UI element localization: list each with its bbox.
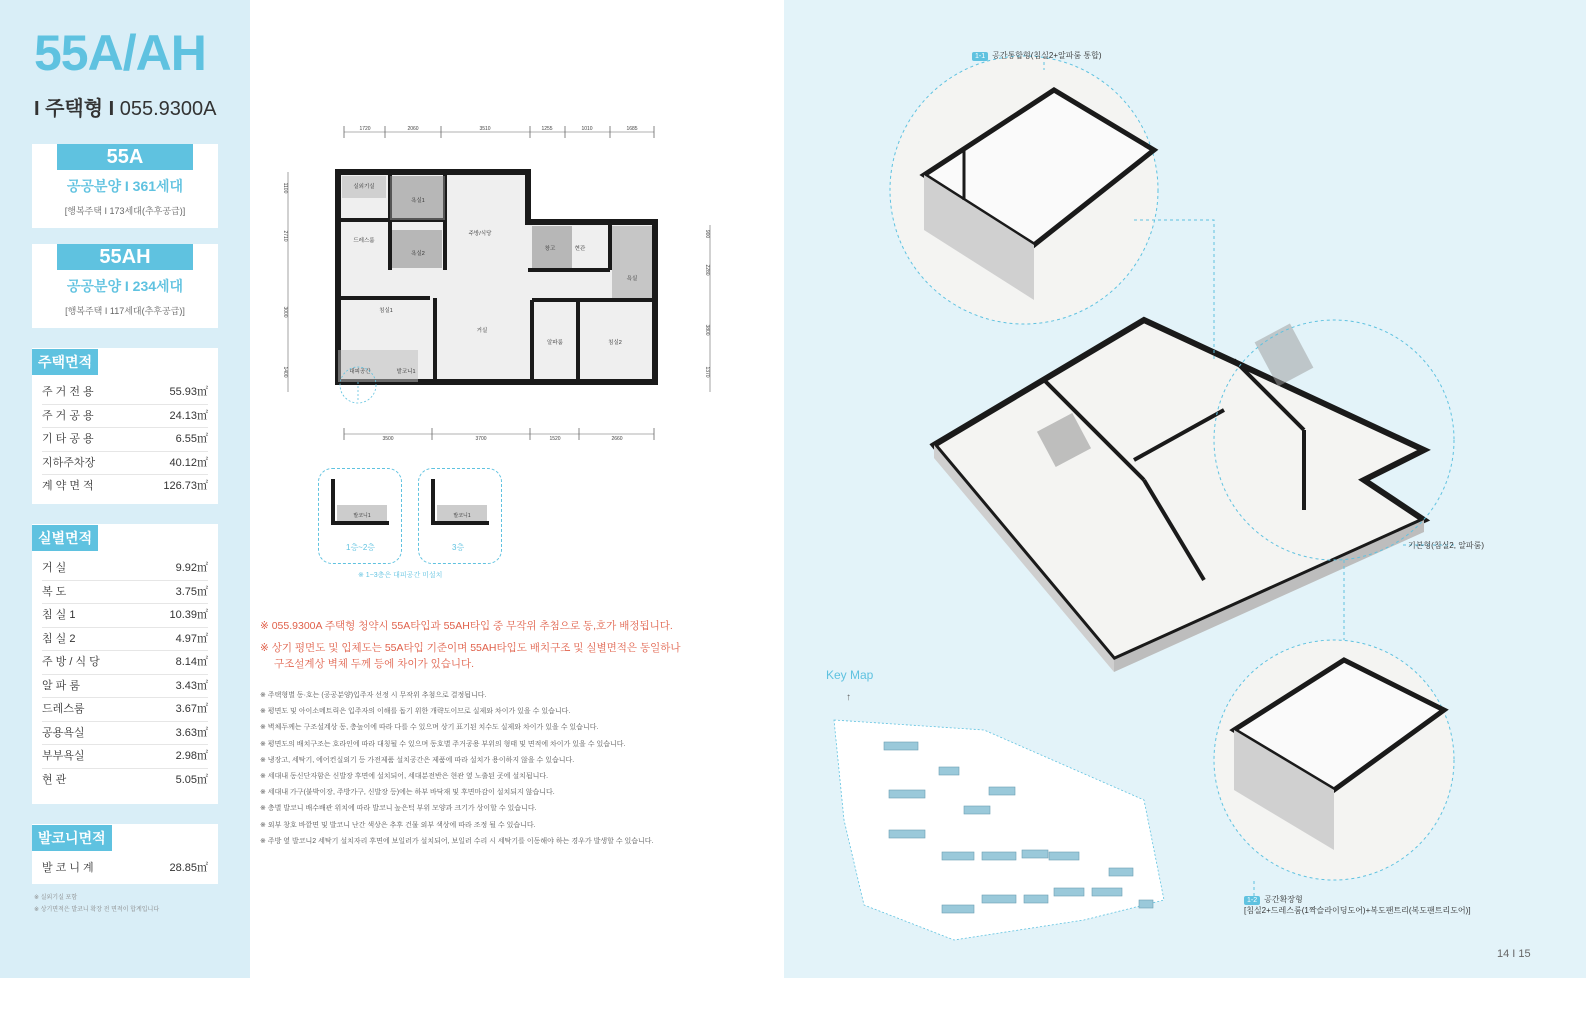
room-area-table	[32, 524, 218, 804]
mini-plan-label: 1층~2층	[346, 543, 376, 552]
keymap-site	[834, 720, 1164, 940]
room-label: 욕실	[626, 276, 638, 282]
room-label: 알파룸	[547, 340, 563, 346]
area-row: 현 관 5.05㎡	[42, 773, 208, 786]
note-line: ※ 벽체두께는 구조설계상 동, 층높이에 따라 다를 수 있으며 상기 표기된 치수도 실제와 차이가 있을 수 있습니다.	[260, 724, 599, 732]
note-line: ※ 냉장고, 세탁기, 에어컨실외기 등 가전제품 설치공간은 제품에 따라 설치가 용이하지 않을 수 있습니다.	[260, 756, 575, 764]
iso-floor	[934, 320, 1424, 660]
dim-label: 1520	[549, 436, 561, 442]
svg-text:발코니1: 발코니1	[353, 513, 371, 519]
dim-label: 3000	[282, 306, 288, 318]
dim-label: 1255	[541, 126, 553, 132]
mini-plan-label: 3층	[452, 543, 465, 552]
room-label: 창고	[544, 246, 556, 252]
dim-label: 3700	[475, 436, 487, 442]
unit-tag: 55A	[57, 144, 193, 170]
note-line: ※ 주택형별 동·호는 (공공분양)입주자 선정 시 무작위 추첨으로 결정됩니다.	[260, 692, 487, 699]
room-label: 욕실2	[411, 251, 425, 257]
area-row: 복 도 3.75㎡	[42, 581, 208, 605]
dim-label: 1400	[282, 366, 288, 378]
notice-red: 구조설계상 벽체 두께 등에 차이가 있습니다.	[274, 658, 475, 670]
area-row: 주 방 / 식 당 8.14㎡	[42, 651, 208, 675]
room-area-title: 실별면적	[32, 525, 98, 551]
unit-note: [행복주택 I 173세대(추후공급)]	[64, 206, 186, 216]
callout-bottom: 1-2 공간확장형 [침실2+드레스룸(1짝슬라이딩도어)+복도팬트리(복도팬트리도어)]	[1244, 895, 1471, 915]
unit-note: [행복주택 I 117세대(추후공급)]	[65, 306, 185, 316]
area-row: 기 타 공 용 6.55㎡	[42, 428, 208, 452]
notice-red: ※ 상기 평면도 및 입체도는 55A타입 기준이며 55AH타입도 배치구조 및 실별면적은 동일하나	[260, 642, 681, 654]
room-label: 주방/식당	[468, 231, 492, 237]
note-line: ※ 평면도의 배치구조는 호라인에 따라 대칭될 수 있으며 동호별 주거공용 부위의 형태 및 면적에 차이가 있을 수 있습니다.	[260, 740, 626, 748]
unit-card-55ah	[32, 244, 218, 328]
note-line: ※ 세대내 동신단자함은 신발장 후면에 설치되어, 세대분전반은 현관 옆 노출된 곳에 설치됩니다.	[260, 773, 549, 781]
callout-tag: 1-2	[1244, 896, 1260, 905]
north-arrow-icon: ↑	[846, 692, 851, 703]
unit-card-55a	[32, 144, 218, 228]
sidebar-footnote: ※ 상기면적은 발코니 확장 전 면적이 합계입니다	[34, 907, 160, 913]
room-label: 침실1	[379, 308, 393, 314]
area-row: 지하주차장 40.12㎡	[42, 452, 208, 476]
unit-type-subtitle	[34, 92, 217, 121]
dim-label: 900	[704, 229, 710, 239]
type-sub-code: 055.9300A	[119, 98, 217, 120]
area-row: 알 파 룸 3.43㎡	[42, 675, 208, 699]
area-row: 부부욕실 2.98㎡	[42, 745, 208, 769]
area-row: 계 약 면 적 126.73㎡	[42, 480, 208, 492]
room-label: 침실2	[608, 340, 622, 346]
notes-list	[260, 688, 760, 850]
sidebar-footnote: ※ 실외기실 포함	[34, 895, 78, 901]
note-line: ※ 층별 발코니 배수배관 위치에 따라 발코니 높은턱 부위 모양과 크기가 상이할 수 있습니다.	[260, 805, 537, 813]
sidebar	[0, 0, 250, 978]
dim-label: 3500	[382, 436, 394, 442]
area-row: 거 실 9.92㎡	[42, 557, 208, 581]
callout-top: 1-1 공간통합형(침실2+알파룸 통합)	[972, 50, 1102, 61]
room-label: 실외기실	[353, 184, 375, 190]
unit-tag: 55AH	[57, 244, 193, 270]
room-label: 거실	[476, 328, 488, 334]
balcony-area-title: 발코니면적	[32, 825, 112, 851]
dim-label: 1010	[581, 126, 593, 132]
area-row: 발 코 니 계 28.85㎡	[42, 862, 208, 874]
note-line: ※ 주방 옆 발코니2 세탁기 설치자리 후면에 보일러가 설치되어, 보일러 수리 시 세탁기를 이동해야 하는 경우가 발생할 수 있습니다.	[260, 837, 654, 845]
notice-red: ※ 055.9300A 주택형 청약시 55A타입과 55AH타입 중 무작위 추첨으로 동,호가 배정됩니다.	[260, 620, 673, 632]
keymap-title: Key Map	[826, 668, 874, 682]
note-line: ※ 평면도 및 아이소메트릭은 입주자의 이해를 돕기 위한 개략도이므로 실제와 차이가 있을 수 있습니다.	[260, 708, 571, 716]
dim-label: 2660	[611, 436, 623, 442]
housing-area-title: 주택면적	[32, 349, 98, 375]
area-row: 주 거 공 용 24.13㎡	[42, 405, 208, 429]
room-label: 드레스룸	[353, 238, 375, 244]
dim-label: 3510	[479, 126, 491, 132]
area-row: 드레스룸 3.67㎡	[42, 698, 208, 722]
dim-label: 2710	[282, 230, 288, 242]
dim-label: 1100	[282, 182, 288, 194]
mini-plan-note: ※ 1~3층은 대피공간 미설치	[358, 572, 443, 579]
dim-label: 1720	[359, 126, 371, 132]
area-row: 주 거 전 용 55.93㎡	[42, 381, 208, 405]
room-label: 발코니1	[396, 369, 416, 375]
room-label: 욕실1	[411, 198, 425, 204]
balcony-area-table	[32, 824, 218, 884]
unit-type-title: 55A/AH	[34, 25, 206, 81]
room-label: 대피공간	[349, 369, 371, 375]
dim-label: 3800	[704, 324, 710, 336]
area-row: 공용욕실 3.63㎡	[42, 722, 208, 746]
note-line: ※ 세대내 가구(붙박이장, 주방가구, 신발장 등)에는 하부 바닥재 및 후면마감이 설치되지 않습니다.	[260, 789, 555, 797]
callout-mid: 기본형(침실2, 알파룸)	[1408, 541, 1485, 550]
dim-label: 1370	[704, 366, 710, 378]
dim-label: 1685	[626, 126, 638, 132]
isometric-view	[784, 0, 1586, 978]
dim-label: 2060	[407, 126, 419, 132]
dim-label: 2280	[704, 264, 710, 276]
callout-tag: 1-1	[972, 52, 988, 61]
room-label: 현관	[574, 246, 586, 252]
area-row: 침 실 2 4.97㎡	[42, 628, 208, 652]
unit-count: 공공분양 I 234세대	[66, 278, 184, 294]
housing-area-table	[32, 348, 218, 504]
type-sub-prefix: I 주택형 I	[34, 98, 115, 120]
area-row: 침 실 1 10.39㎡	[42, 604, 208, 628]
note-line: ※ 외부 창호 바깥면 및 발코니 난간 색상은 추후 건물 외부 색상에 따라 조정 될 수 있습니다.	[260, 821, 536, 829]
page-number: 14 I 15	[1497, 948, 1531, 960]
unit-count: 공공분양 I 361세대	[66, 178, 184, 194]
svg-text:발코니1: 발코니1	[453, 513, 471, 519]
